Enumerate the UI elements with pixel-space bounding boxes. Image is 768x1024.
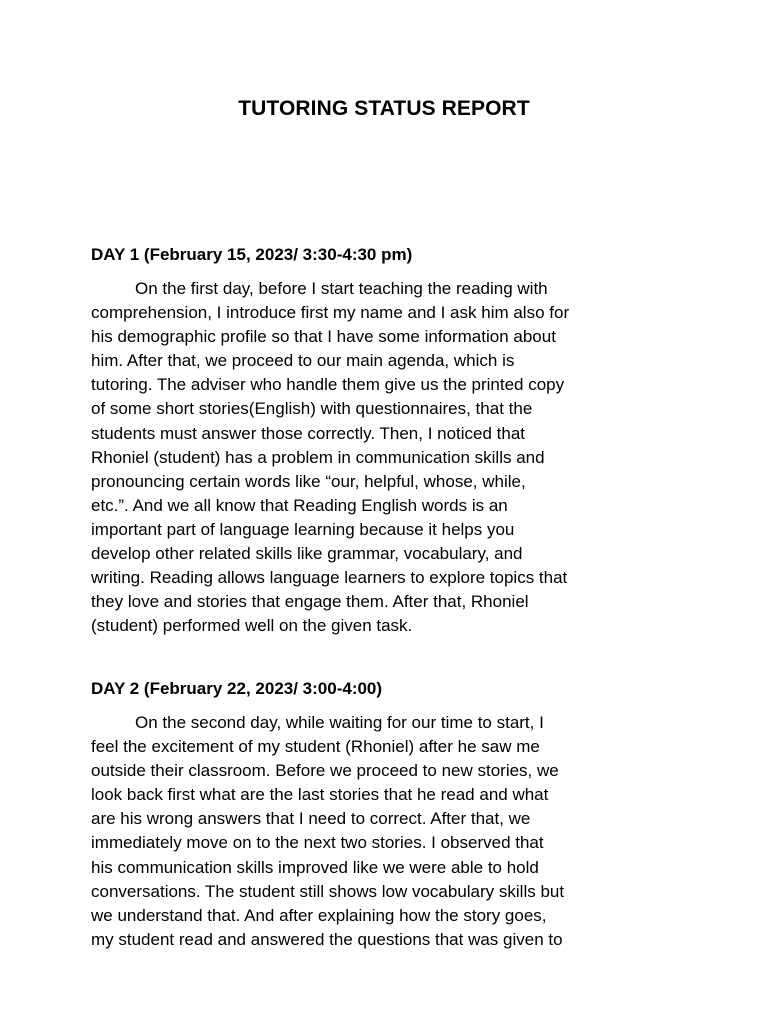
paragraph-line: comprehension, I introduce first my name and I ask him also for xyxy=(91,303,570,323)
paragraph-line: writing. Reading allows language learners to explore topics that xyxy=(91,568,568,588)
paragraph-line: develop other related skills like grammar, vocabulary, and xyxy=(91,544,523,564)
paragraph-line: his communication skills improved like we were able to hold xyxy=(91,857,539,877)
paragraph-line: On the first day, before I start teaching the reading with xyxy=(135,279,548,298)
paragraph-line: etc.”. And we all know that Reading English words is an xyxy=(91,495,508,515)
day-1-section xyxy=(91,243,691,638)
paragraph-line: they love and stories that engage them. After that, Rhoniel xyxy=(91,592,529,612)
day-2-section xyxy=(91,677,691,952)
paragraph-line: pronouncing certain words like “our, helpful, whose, while, xyxy=(91,471,526,491)
paragraph-line: immediately move on to the next two stories. I observed that xyxy=(91,833,544,853)
paragraph-line: outside their classroom. Before we proceed to new stories, we xyxy=(91,761,559,781)
day-1-paragraph xyxy=(91,277,691,638)
paragraph-line: feel the excitement of my student (Rhoniel) after he saw me xyxy=(91,737,540,757)
paragraph-line: my student read and answered the questions that was given to xyxy=(91,929,563,949)
paragraph-line: are his wrong answers that I need to correct. After that, we xyxy=(91,809,531,829)
day-2-heading: DAY 2 (February 22, 2023/ 3:00-4:00) xyxy=(91,679,383,698)
paragraph-line: him. After that, we proceed to our main agenda, which is xyxy=(91,351,515,371)
paragraph-line: important part of language learning because it helps you xyxy=(91,519,515,539)
paragraph-line: look back first what are the last stories that he read and what xyxy=(91,785,549,805)
paragraph-line: students must answer those correctly. Then, I noticed that xyxy=(91,423,526,443)
paragraph-line: tutoring. The adviser who handle them give us the printed copy xyxy=(91,375,565,395)
paragraph-line: we understand that. And after explaining how the story goes, xyxy=(91,905,547,925)
paragraph-line: of some short stories(English) with questionnaires, that the xyxy=(91,399,533,419)
paragraph-line: his demographic profile so that I have some information about xyxy=(91,327,556,347)
paragraph-line: (student) performed well on the given task. xyxy=(91,616,413,636)
day-1-heading: DAY 1 (February 15, 2023/ 3:30-4:30 pm) xyxy=(91,245,413,264)
day-2-paragraph xyxy=(91,711,691,952)
paragraph-line: On the second day, while waiting for our time to start, I xyxy=(135,713,544,732)
paragraph-line: Rhoniel (student) has a problem in communication skills and xyxy=(91,447,545,467)
paragraph-line: conversations. The student still shows low vocabulary skills but xyxy=(91,881,565,901)
document-title: TUTORING STATUS REPORT xyxy=(238,97,530,120)
